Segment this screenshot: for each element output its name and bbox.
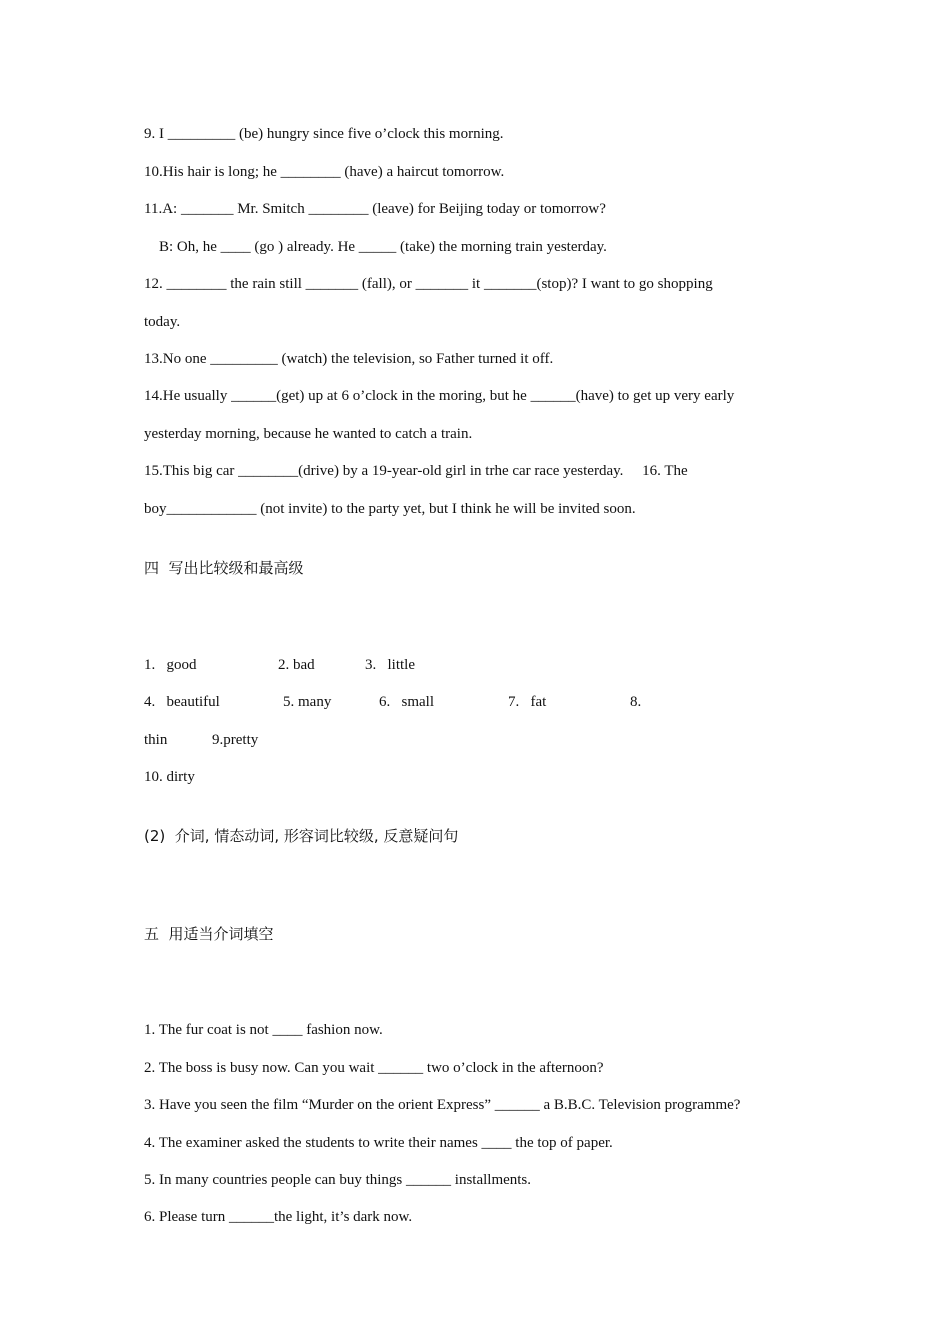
section-5-heading: 五 用适当介词填空 bbox=[144, 925, 274, 943]
exercise-line-16: boy____________ (not invite) to the party yet, but I think he will be invited soon. bbox=[144, 501, 636, 517]
preposition-item-3: 3. Have you seen the film “Murder on the orient Express” ______ a B.B.C. Television programme? bbox=[144, 1097, 741, 1113]
exercise-line-13: 13.No one _________ (watch) the television, so Father turned it off. bbox=[144, 351, 554, 367]
exercise-line-14: 14.He usually ______(get) up at 6 o’clock in the moring, but he ______(have) to get up very early bbox=[144, 388, 735, 404]
exercise-line-9: 9. I _________ (be) hungry since five o’clock this morning. bbox=[144, 126, 504, 142]
preposition-item-2: 2. The boss is busy now. Can you wait ______ two o’clock in the afternoon? bbox=[144, 1060, 604, 1076]
word-item-3: 3. little bbox=[365, 657, 415, 673]
word-item-8: 8. bbox=[630, 694, 642, 710]
part-2-heading: (2) 介词, 情态动词, 形容词比较级, 反意疑问句 bbox=[144, 827, 459, 845]
exercise-line-15: 15.This big car ________(drive) by a 19-year-old girl in trhe car race yesterday. 16. The bbox=[144, 463, 688, 479]
section-4-heading: 四 写出比较级和最高级 bbox=[144, 559, 304, 577]
exercise-line-14-cont: yesterday morning, because he wanted to catch a train. bbox=[144, 426, 473, 442]
word-item-6: 6. small bbox=[379, 694, 434, 710]
word-item-8-word: thin bbox=[144, 732, 168, 748]
exercise-line-11a: 11.A: _______ Mr. Smitch ________ (leave) for Beijing today or tomorrow? bbox=[144, 201, 606, 217]
word-item-9: 9.pretty bbox=[212, 732, 259, 748]
word-item-5: 5. many bbox=[283, 694, 332, 710]
word-item-1: 1. good bbox=[144, 657, 197, 673]
word-item-2: 2. bad bbox=[278, 657, 315, 673]
exercise-line-10: 10.His hair is long; he ________ (have) a haircut tomorrow. bbox=[144, 164, 505, 180]
word-item-7: 7. fat bbox=[508, 694, 547, 710]
preposition-item-1: 1. The fur coat is not ____ fashion now. bbox=[144, 1022, 383, 1038]
exercise-line-12-cont: today. bbox=[144, 314, 181, 330]
preposition-item-6: 6. Please turn ______the light, it’s dark now. bbox=[144, 1209, 413, 1225]
word-item-10: 10. dirty bbox=[144, 769, 195, 785]
preposition-item-5: 5. In many countries people can buy things ______ installments. bbox=[144, 1172, 532, 1188]
preposition-item-4: 4. The examiner asked the students to write their names ____ the top of paper. bbox=[144, 1135, 613, 1151]
exercise-line-11b: B: Oh, he ____ (go ) already. He _____ (take) the morning train yesterday. bbox=[144, 239, 607, 255]
word-item-4: 4. beautiful bbox=[144, 694, 220, 710]
exercise-line-12: 12. ________ the rain still _______ (fall), or _______ it _______(stop)? I want to go shopping bbox=[144, 276, 713, 292]
